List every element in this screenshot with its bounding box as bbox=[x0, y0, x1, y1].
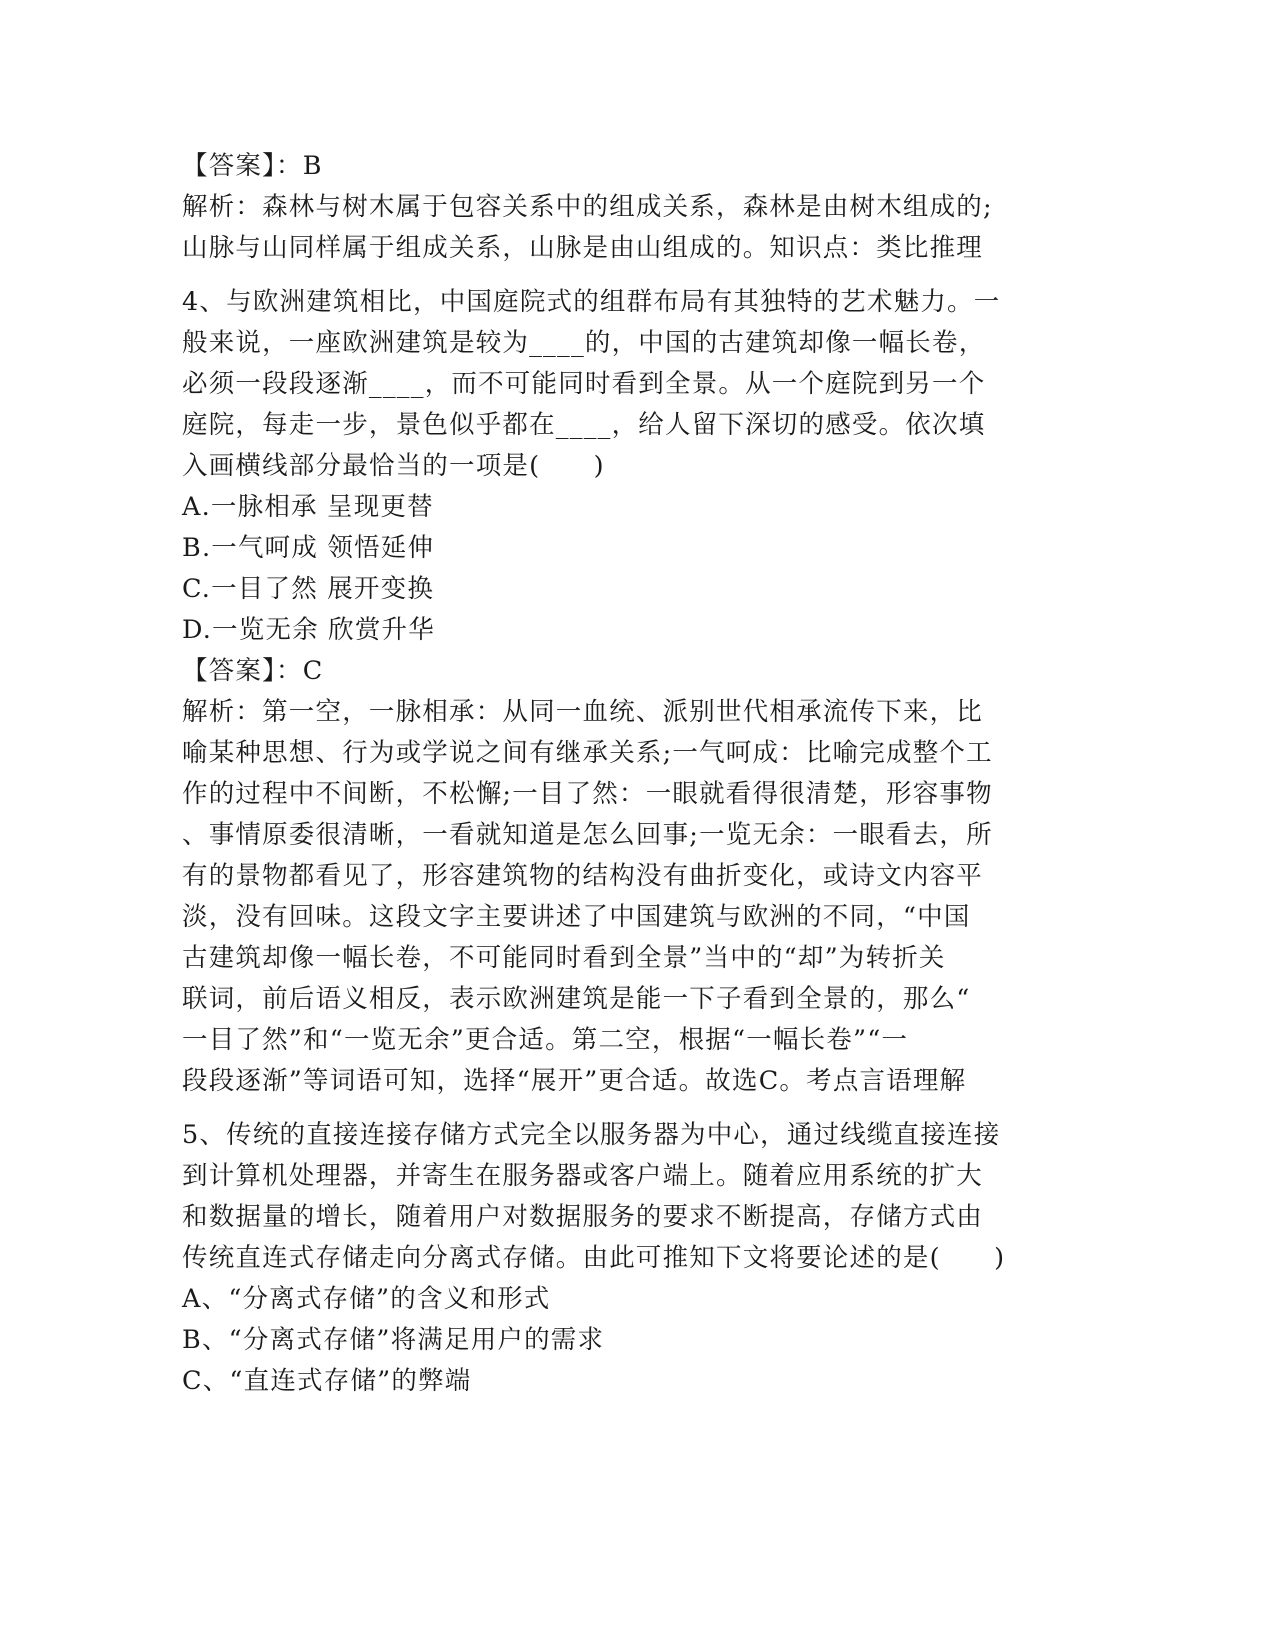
question-stem-line: 到计算机处理器，并寄生在服务器或客户端上。随着应用系统的扩大 bbox=[182, 1161, 984, 1191]
option-c: C、“直连式存储”的弊端 bbox=[182, 1366, 472, 1396]
explanation-line: 解析：森林与树木属于包容关系中的组成关系，森林是由树木组成的; bbox=[182, 192, 993, 222]
option-b: B.一气呵成 领悟延伸 bbox=[182, 533, 435, 563]
explanation-line: 一目了然”和“一览无余”更合适。第二空，根据“一幅长卷”“一 bbox=[182, 1025, 909, 1055]
option-b: B、“分离式存储”将满足用户的需求 bbox=[182, 1325, 605, 1355]
question-5 bbox=[182, 1115, 1062, 1402]
answer-label: 【答案】：B bbox=[182, 151, 323, 181]
question-stem-line: 般来说，一座欧洲建筑是较为____的，中国的古建筑却像一幅长卷， bbox=[182, 328, 986, 358]
explanation-line: 有的景物都看见了，形容建筑物的结构没有曲折变化，或诗文内容平 bbox=[182, 861, 984, 891]
explanation-line: 、事情原委很清晰，一看就知道是怎么回事;一览无余：一眼看去，所 bbox=[182, 820, 993, 850]
question-stem-line: 传统直连式存储走向分离式存储。由此可推知下文将要论述的是( ) bbox=[182, 1243, 1006, 1273]
question-stem-line: 5、传统的直接连接存储方式完全以服务器为中心，通过线缆直接连接 bbox=[182, 1120, 1001, 1150]
explanation-line: 段段逐渐”等词语可知，选择“展开”更合适。故选C。考点言语理解 bbox=[182, 1066, 967, 1096]
page-content bbox=[182, 146, 1062, 1402]
explanation-line: 解析：第一空，一脉相承：从同一血统、派别世代相承流传下来，比 bbox=[182, 697, 984, 727]
option-d: D.一览无余 欣赏升华 bbox=[182, 615, 435, 645]
option-a: A、“分离式存储”的含义和形式 bbox=[182, 1284, 551, 1314]
explanation-line: 古建筑却像一幅长卷，不可能同时看到全景”当中的“却”为转折关 bbox=[182, 943, 946, 973]
question-stem-line: 4、与欧洲建筑相比，中国庭院式的组群布局有其独特的艺术魅力。一 bbox=[182, 287, 1001, 317]
question-stem-line: 必须一段段逐渐____，而不可能同时看到全景。从一个庭院到另一个 bbox=[182, 369, 986, 399]
question-3-tail bbox=[182, 146, 1062, 269]
explanation-line: 联词，前后语义相反，表示欧洲建筑是能一下子看到全景的，那么“ bbox=[182, 984, 971, 1014]
explanation-line: 山脉与山同样属于组成关系，山脉是由山组成的。知识点：类比推理 bbox=[182, 233, 984, 263]
option-a: A.一脉相承 呈现更替 bbox=[182, 492, 434, 522]
question-stem-line: 入画横线部分最恰当的一项是( ) bbox=[182, 451, 605, 481]
question-stem-line: 和数据量的增长，随着用户对数据服务的要求不断提高，存储方式由 bbox=[182, 1202, 984, 1232]
option-c: C.一目了然 展开变换 bbox=[182, 574, 435, 604]
question-4 bbox=[182, 282, 1062, 1102]
explanation-line: 喻某种思想、行为或学说之间有继承关系;一气呵成：比喻完成整个工 bbox=[182, 738, 993, 768]
explanation-line: 淡，没有回味。这段文字主要讲述了中国建筑与欧洲的不同，“中国 bbox=[182, 902, 971, 932]
explanation-line: 作的过程中不间断，不松懈;一目了然：一眼就看得很清楚，形容事物 bbox=[182, 779, 993, 809]
answer-label: 【答案】：C bbox=[182, 656, 324, 686]
question-stem-line: 庭院，每走一步，景色似乎都在____，给人留下深切的感受。依次填 bbox=[182, 410, 986, 440]
